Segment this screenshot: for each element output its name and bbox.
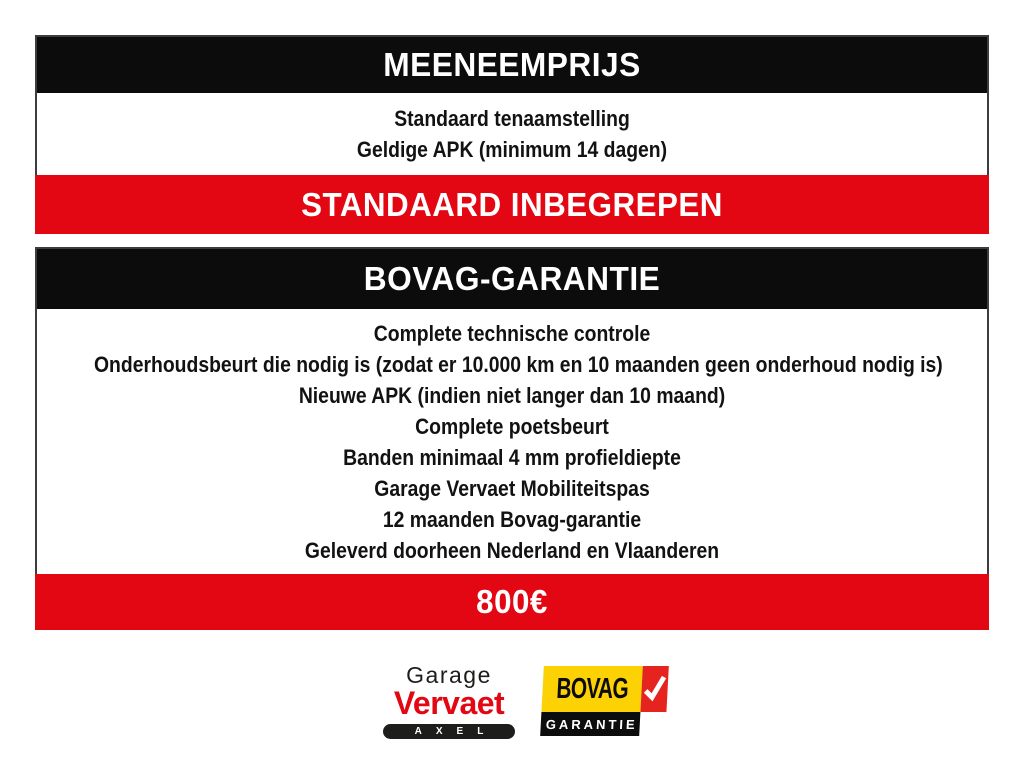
meeneemprijs-title: MEENEEMPRIJS [383, 46, 641, 83]
axel-badge [383, 724, 515, 739]
warranty-item: Onderhoudsbeurt die nodig is (zodat er 10.000 km en 10 maanden geen onderhoud nodig is) [94, 352, 943, 377]
warranty-item: Geleverd doorheen Nederland en Vlaanderen [304, 538, 720, 563]
price-banner [35, 574, 989, 630]
meeneemprijs-body [37, 93, 987, 175]
check-icon [641, 666, 669, 712]
garage-vervaet-logo [383, 663, 515, 739]
bovag-logo-caption-bar [540, 712, 640, 736]
standaard-inbegrepen-banner [35, 175, 989, 234]
bovag-garantie-logo [540, 666, 643, 736]
bovag-logo-brand-label: BOVAG [555, 672, 629, 705]
warranty-item: Nieuwe APK (indien niet langer dan 10 maand) [298, 383, 726, 408]
section-divider [35, 234, 989, 247]
bovag-logo-brand [541, 666, 643, 712]
standaard-inbegrepen-label: STANDAARD INBEGREPEN [301, 185, 723, 223]
bovag-garantie-panel [35, 247, 989, 574]
included-item: Geldige APK (minimum 14 dagen) [356, 137, 668, 162]
meeneemprijs-header [37, 37, 987, 93]
bovag-logo-top [541, 666, 642, 712]
bovag-garantie-section [35, 247, 989, 630]
garage-vervaet-logo-line2: Vervaet [393, 685, 505, 721]
bovag-logo-caption-label: GARANTIE [545, 716, 639, 732]
warranty-item: Banden minimaal 4 mm profieldiepte [343, 445, 681, 470]
meeneemprijs-section [35, 35, 989, 234]
warranty-item: Complete poetsbeurt [415, 414, 609, 439]
bovag-garantie-body [37, 309, 987, 574]
included-item: Standaard tenaamstelling [394, 106, 630, 131]
warranty-item: Complete technische controle [373, 321, 651, 346]
bovag-garantie-title: BOVAG-GARANTIE [363, 260, 661, 297]
meeneemprijs-panel [35, 35, 989, 175]
axel-badge-label: AXEL [414, 725, 498, 737]
warranty-item: Garage Vervaet Mobiliteitspas [374, 476, 650, 501]
bovag-garantie-header [37, 249, 987, 309]
garage-vervaet-logo-line1: Garage [406, 662, 492, 688]
footer-logos [35, 663, 989, 739]
warranty-item: 12 maanden Bovag-garantie [382, 507, 642, 532]
price-info-poster [35, 35, 989, 739]
price-label: 800€ [476, 583, 548, 620]
